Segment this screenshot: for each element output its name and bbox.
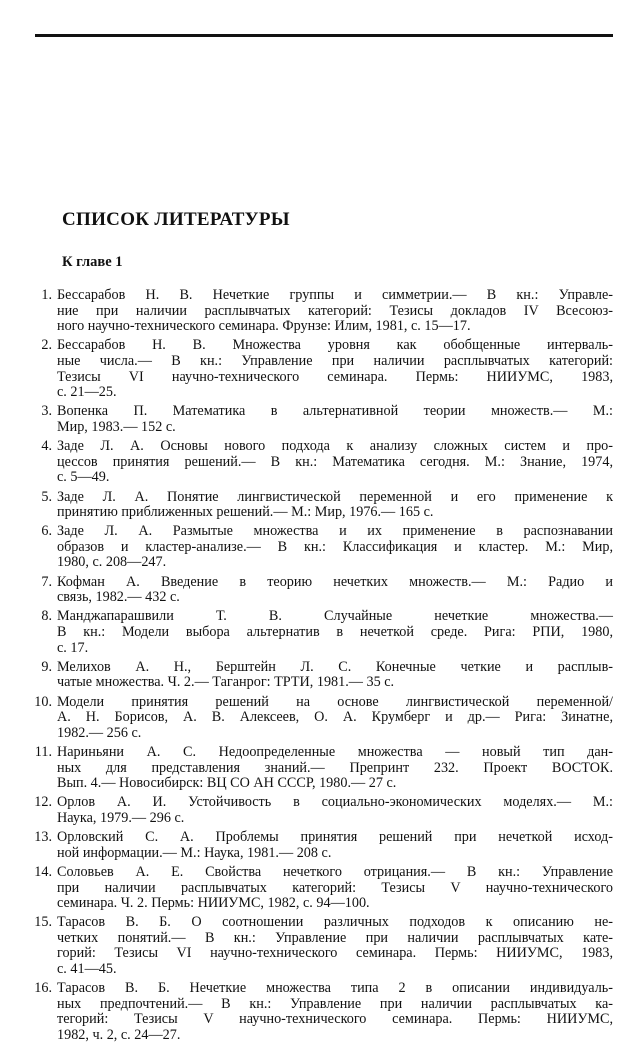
reference-item bbox=[0, 865, 643, 915]
reference-line: А. Н. Борисов, А. В. Алексеев, О. А. Крумберг и др.— Рига: Зинатне, bbox=[57, 709, 613, 726]
reference-line: Кофман А. Введение в теорию нечетких множеств.— М.: Радио и bbox=[57, 573, 613, 590]
reference-line: с. 5—49. bbox=[57, 469, 110, 486]
reference-line: с. 17. bbox=[57, 639, 89, 656]
reference-line: Тарасов В. Б. О соотношении различных подходов к описанию не- bbox=[57, 914, 613, 931]
reference-line: Тарасов В. Б. Нечеткие множества типа 2 в описании индивидуаль- bbox=[57, 980, 613, 997]
reference-text bbox=[57, 404, 613, 435]
reference-line: Вопенка П. Математика в альтернативной теории множеств.— М.: bbox=[57, 403, 613, 420]
reference-item bbox=[0, 404, 643, 439]
reference-line: ного научно-технического семинара. Фрунзе: Илим, 1981, с. 15—17. bbox=[57, 318, 471, 335]
reference-line: Бессарабов Н. В. Множества уровня как обобщенные интерваль- bbox=[57, 337, 613, 354]
reference-line: В кн.: Модели выбора альтернатив в нечеткой среде. Рига: РПИ, 1980, bbox=[57, 624, 613, 641]
reference-line: Модели принятия решений на основе лингвистической переменной/ bbox=[57, 693, 613, 710]
reference-line: с. 21—25. bbox=[57, 384, 117, 401]
reference-text bbox=[57, 338, 613, 400]
reference-number: 3. bbox=[41, 403, 52, 420]
reference-line: чатые множества. Ч. 2.— Таганрог: ТРТИ, 1981.— 35 с. bbox=[57, 674, 395, 691]
reference-item bbox=[0, 338, 643, 404]
reference-text bbox=[57, 981, 613, 1043]
reference-line: Соловьев А. Е. Свойства нечеткого отрицания.— В кн.: Управление bbox=[57, 863, 613, 880]
reference-text bbox=[57, 660, 613, 691]
reference-item bbox=[0, 981, 643, 1043]
reference-item bbox=[0, 490, 643, 525]
reference-line: Бессарабов Н. В. Нечеткие группы и симметрии.— В кн.: Управле- bbox=[57, 287, 613, 303]
reference-number: 14. bbox=[34, 863, 52, 880]
reference-line: горий: Тезисы VI научно-технического семинара. Пермь: НИИУМС, 1983, bbox=[57, 945, 613, 962]
reference-number: 16. bbox=[34, 980, 52, 997]
reference-item bbox=[0, 745, 643, 795]
reference-item bbox=[0, 609, 643, 659]
reference-number: 12. bbox=[34, 794, 52, 811]
reference-line: 1982.— 256 с. bbox=[57, 724, 142, 741]
reference-line: с. 41—45. bbox=[57, 961, 117, 978]
reference-line: ной информации.— М.: Наука, 1981.— 208 с. bbox=[57, 844, 332, 861]
reference-line: Нариньяни А. С. Недоопределенные множества — новый тип дан- bbox=[57, 743, 613, 760]
reference-item bbox=[0, 288, 643, 338]
section-heading: К главе 1 bbox=[62, 254, 123, 270]
reference-item bbox=[0, 795, 643, 830]
reference-number: 11. bbox=[34, 743, 52, 760]
reference-number: 13. bbox=[34, 829, 52, 846]
reference-line: Заде Л. А. Размытые множества и их применение в распознавании bbox=[57, 523, 613, 540]
reference-line: Манджапарашвили Т. В. Случайные нечеткие множества.— bbox=[57, 608, 613, 625]
reference-line: при наличии расплывчатых категорий: Тезисы V научно-технического bbox=[57, 879, 613, 896]
reference-line: связь, 1982.— 432 с. bbox=[57, 589, 180, 606]
reference-number: 8. bbox=[41, 608, 52, 625]
reference-line: Заде Л. А. Понятие лингвистической переменной и его применение к bbox=[57, 488, 613, 505]
reference-line: 1982, ч. 2, с. 24—27. bbox=[57, 1027, 181, 1044]
reference-line: Мелихов А. Н., Берштейн Л. С. Конечные четкие и расплыв- bbox=[57, 658, 613, 675]
reference-line: 1980, с. 208—247. bbox=[57, 554, 167, 571]
reference-text bbox=[57, 524, 613, 571]
reference-text bbox=[57, 490, 613, 521]
reference-number: 2. bbox=[41, 337, 52, 354]
reference-line: Заде Л. А. Основы нового подхода к анализу сложных систем и про- bbox=[57, 438, 613, 455]
reference-line: цессов принятия решений.— В кн.: Математика сегодня. М.: Знание, 1974, bbox=[57, 453, 613, 470]
reference-line: Мир, 1983.— 152 с. bbox=[57, 418, 176, 435]
reference-item bbox=[0, 575, 643, 610]
reference-text bbox=[57, 795, 613, 826]
reference-number: 6. bbox=[41, 523, 52, 540]
reference-text bbox=[57, 609, 613, 656]
reference-line: тегорий: Тезисы V научно-технического семинара. Пермь: НИИУМС, bbox=[57, 1011, 613, 1028]
reference-line: ных предпочтений.— В кн.: Управление при наличии расплывчатых ка- bbox=[57, 995, 613, 1012]
reference-number: 4. bbox=[41, 438, 52, 455]
reference-line: Вып. 4.— Новосибирск: ВЦ СО АН СССР, 1980.— 27 с. bbox=[57, 775, 397, 792]
reference-line: четких понятий.— В кн.: Управление при наличии расплывчатых кате- bbox=[57, 929, 613, 946]
reference-number: 5. bbox=[41, 488, 52, 505]
reference-item bbox=[0, 660, 643, 695]
reference-text bbox=[57, 695, 613, 742]
reference-line: Наука, 1979.— 296 с. bbox=[57, 809, 185, 826]
reference-line: ние при наличии расплывчатых категорий: Тезисы докладов IV Всесоюз- bbox=[57, 302, 613, 319]
reference-line: Тезисы VI научно-технического семинара. Пермь: НИИУМС, 1983, bbox=[57, 368, 613, 385]
reference-number: 1. bbox=[41, 287, 52, 303]
reference-item bbox=[0, 524, 643, 574]
reference-line: ные числа.— В кн.: Управление при наличии расплывчатых категорий: bbox=[57, 352, 613, 369]
reference-list bbox=[0, 288, 643, 1044]
reference-text bbox=[57, 865, 613, 912]
reference-item bbox=[0, 695, 643, 745]
reference-line: семинара. Ч. 2. Пермь: НИИУМС, 1982, с. 94—100. bbox=[57, 895, 370, 912]
reference-text bbox=[57, 575, 613, 606]
reference-line: Орловский С. А. Проблемы принятия решений при нечеткой исход- bbox=[57, 829, 613, 846]
reference-line: Орлов А. И. Устойчивость в социально-экономических моделях.— М.: bbox=[57, 794, 613, 811]
reference-text bbox=[57, 830, 613, 861]
reference-line: принятию приближенных решений.— М.: Мир, 1976.— 165 с. bbox=[57, 504, 434, 521]
reference-item bbox=[0, 830, 643, 865]
reference-line: ных для представления знаний.— Препринт 232. Проект ВОСТОК. bbox=[57, 759, 613, 776]
page-title: СПИСОК ЛИТЕРАТУРЫ bbox=[62, 209, 290, 230]
reference-number: 9. bbox=[41, 658, 52, 675]
reference-number: 7. bbox=[41, 573, 52, 590]
reference-text bbox=[57, 915, 613, 977]
reference-number: 15. bbox=[34, 914, 52, 931]
reference-line: образов и кластер-анализе.— В кн.: Классификация и кластер. М.: Мир, bbox=[57, 538, 613, 555]
reference-text bbox=[57, 288, 613, 335]
reference-text bbox=[57, 745, 613, 792]
reference-text bbox=[57, 439, 613, 486]
top-rule bbox=[35, 34, 613, 37]
reference-item bbox=[0, 439, 643, 489]
reference-number: 10. bbox=[34, 693, 52, 710]
reference-item bbox=[0, 915, 643, 981]
